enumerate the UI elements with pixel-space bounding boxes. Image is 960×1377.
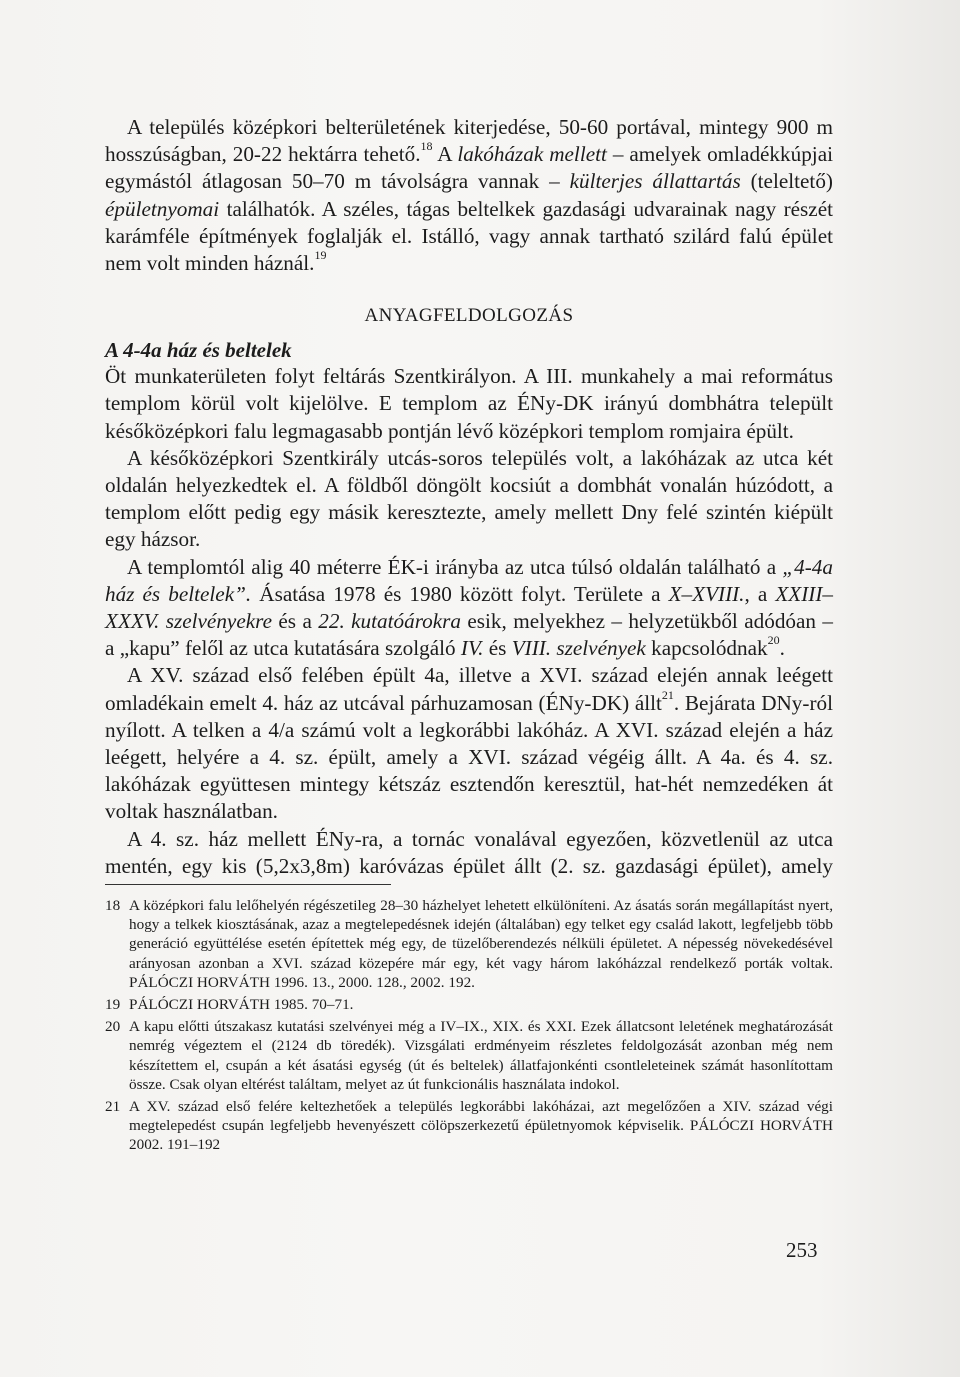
footnote-ref[interactable]: 18 (420, 139, 433, 154)
paragraph-1 (105, 114, 833, 277)
footnote-20 (105, 1017, 833, 1094)
text-run: – amelyek omladékkúpjai egymástól átlagosan 50–70 m távolságra vannak – (105, 142, 833, 194)
italic-run: lakóházak mellett (457, 142, 607, 167)
text-run: A XV. század első felében épült 4a, illetve a XVI. század elején annak leégett omladékain emelt 4. ház az utcával párhuzamosan (ÉNy-DK) állt (105, 663, 833, 715)
text-run: és a (272, 609, 319, 634)
footnote-19 (105, 995, 833, 1014)
footnote-number: 21 (105, 1098, 121, 1116)
footnote-divider (105, 884, 391, 885)
paragraph-6: A 4. sz. ház mellett ÉNy-ra, a tornác vonalával egyezően, közvetlenül az utca mentén, egy kis (5,2x3,8m) karóvázas épület állt (2. sz. gazdasági épület), amely (105, 826, 833, 878)
section-heading: ANYAGFELDOLGOZÁS (364, 305, 574, 327)
footnote-ref[interactable]: 20 (767, 633, 780, 648)
paragraph-4 (105, 554, 833, 663)
italic-run: épületnyomai (105, 196, 220, 221)
subheading: A 4-4a ház és beltelek (105, 338, 292, 363)
italic-run: VIII. szelvények (511, 636, 646, 661)
footnote-text: PÁLÓCZI HORVÁTH 1985. 70–71. (129, 996, 354, 1014)
italic-run: XXIII–XXXV. szelvényekre (105, 581, 833, 634)
paragraph-5 (105, 662, 833, 825)
footnote-ref[interactable]: 19 (314, 247, 327, 262)
footnote-text: A középkori falu lelőhelyén régészetileg 28–30 házhelyet lehetett elkülöníteni. Az ásatás során megállapítást nyert, hogy a telkek kiosztásának, azaz a megtelepedésnek idején (általában) egy telket egy család lakott, legfeljebb több generáció együttélése esetén építettek még egy, de tüzelőberendezés nélküli épületet. A népesség növekedésével arányosan azonban a XVI. század közepére már egy, két vagy három lakóházzal rendelkező porták voltak. PÁLÓCZI HORVÁTH 1996. 13., 2000. 128., 2002. 192. (129, 897, 833, 991)
text-run: találhatók. A széles, tágas beltelkek gazdasági udvarainak nagy részét karámféle építmények foglalják el. Istálló, vagy annak tartható szilárd falú épület nem volt minden háznál. (105, 196, 833, 276)
text-run: . Bejárata DNy-ról nyílott. A telken a 4/a számú volt a legkorábbi lakóház. A XVI. század elején a ház leégett, helyére a 4. sz. épült, amely a XVI. század végéig állt. A 4a. és 4. sz. lakóházak együttesen mintegy kétszáz esztendőn keresztül, hat-hét nemzedéken át voltak használatban. (105, 690, 833, 824)
text-run: kapcsolódnak (645, 636, 768, 661)
italic-run: IV. (460, 636, 484, 661)
text-run: A templomtól alig 40 méterre ÉK-i irányba az utca túlsó oldalán található a (127, 554, 783, 579)
text-run: és (483, 636, 512, 661)
text-run: Ásatása 1978 és 1980 között folyt. Területe a (251, 581, 669, 606)
italic-run: 22. kutatóárokra (318, 609, 461, 634)
footnotes (105, 896, 833, 1158)
page-number: 253 (786, 1238, 818, 1262)
footnote-text: A kapu előtti útszakasz kutatási szelvényei még a IV–IX., XIX. és XXI. Ezek állatcsont leletének meghatározását nemrég végeztem el (2124 db töredék). Vizsgálati erdményeim részletes feldolgozását azonban még nem készítettem el, csupán a két ásatási egység (út és beltelek) állatfajonkénti csontleleteinek számát hasonlítottam össze. Csak olyan eltérést találtam, melyet az út funkcionális használata indokol. (129, 1018, 833, 1093)
footnote-text: A XV. század első felére keltezhetőek a település legkorábbi lakóházai, azt megelőzően a XIV. század végi megtelepedést csupán legfeljebb hevenyészett cölöpszerkezetű épületnyomok képviselik. PÁLÓCZI HORVÁTH 2002. 191–192 (129, 1098, 833, 1154)
text-run: A település középkori belterületének kiterjedése, 50-60 portával, mintegy 900 m hosszúságban, 20-22 hektárra tehető. (105, 115, 833, 167)
footnote-ref[interactable]: 21 (661, 687, 674, 702)
text-run: (teleltető) (740, 169, 833, 194)
paragraph-2: Öt munkaterületen folyt feltárás Szentkirályon. A III. munkahely a mai református templom körül volt kijelölve. E templom az ÉNy-DK irányú dombhátra települt későközépkori falu legmagasabb pontján lévő középkori templom romjaira épült. (105, 364, 833, 443)
text-run: . (779, 636, 785, 661)
text-run: , a (744, 581, 776, 606)
italic-run: X–XVIII. (668, 581, 745, 606)
italic-run: „4-4a ház és beltelek”. (105, 554, 833, 606)
text-run: esik, melyekhez – helyzetükből adódóan – a „kapu” felől az utca kutatására szolgáló (105, 609, 833, 661)
footnote-number: 18 (105, 897, 121, 914)
footnote-number: 19 (105, 996, 121, 1014)
footnote-18 (105, 896, 833, 992)
footnote-number: 20 (105, 1018, 121, 1036)
paragraph-3: A későközépkori Szentkirály utcás-soros település volt, a lakóházak az utca két oldalán helyezkedtek el. A földből döngölt kocsiút a dombhát vonalán húzódott, a templom előtt pedig egy másik keresztezte, amely mellett Dny felé szintén kiépült egy házsor. (105, 445, 833, 552)
italic-run: külterjes állattartás (569, 169, 741, 194)
text-run: A (432, 142, 458, 167)
footnote-21 (105, 1097, 833, 1155)
main-text (105, 114, 833, 880)
